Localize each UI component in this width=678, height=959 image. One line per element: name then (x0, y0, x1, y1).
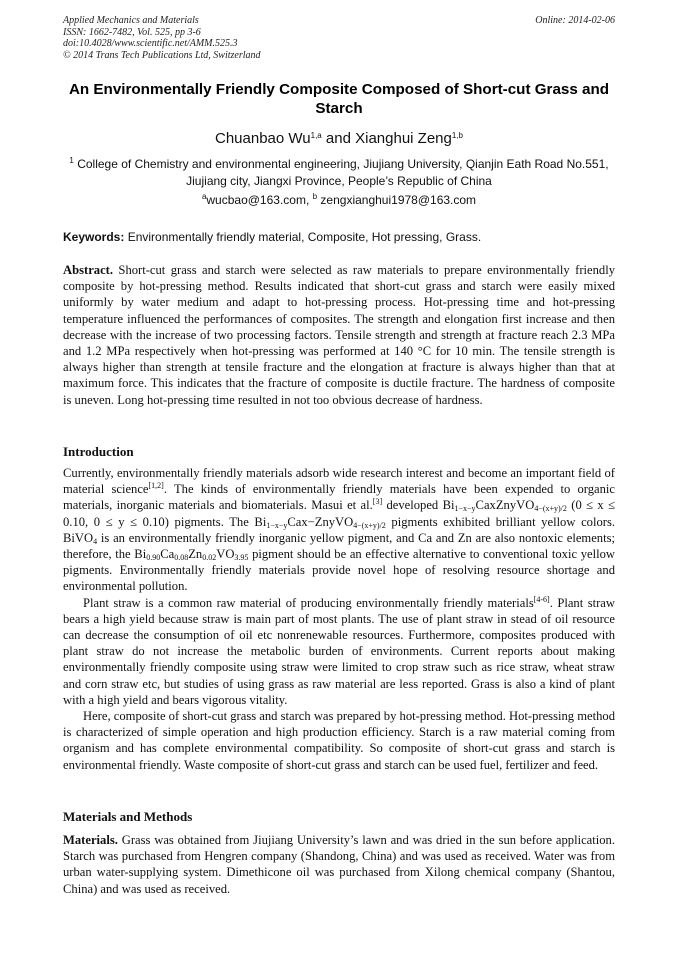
intro-p1-text-j: Zn (188, 547, 203, 562)
formula-subscript: 0.90 (146, 553, 161, 563)
intro-paragraph-2 (63, 595, 615, 708)
formula-subscript: 1−x−y (266, 520, 288, 530)
citation-4-6[interactable]: [4-6] (533, 594, 550, 604)
intro-p1-text-e: (0 ≤ x ≤ 0.10, 0 ≤ y ≤ 0.10) pigments. The Bi (63, 498, 615, 529)
email-a-mark: a (201, 192, 207, 201)
affiliation-text: College of Chemistry and environmental engineering, Jiujiang University, Qianjin Eath Road No.551, Jiujiang city, Jiangxi Province, People’s Republic of China (73, 157, 609, 188)
journal-header (63, 15, 261, 61)
keywords-label: Keywords: (63, 230, 125, 244)
keywords-text: Environmentally friendly material, Composite, Hot pressing, Grass. (124, 230, 482, 244)
citation-1-2[interactable]: [1,2] (148, 481, 164, 491)
abstract (63, 262, 615, 408)
doi-line[interactable]: doi:10.4028/www.scientific.net/AMM.525.3 (63, 38, 238, 49)
author-1-affiliation-mark: 1,a (310, 131, 322, 140)
intro-p1-text-f: Cax−ZnyVO (287, 514, 354, 529)
author-2-affiliation-mark: 1,b (451, 131, 463, 140)
formula-subscript: 0.08 (174, 553, 189, 563)
online-date: Online: 2014-02-06 (535, 15, 615, 26)
email-a[interactable]: wucbao@163.com, (206, 193, 313, 207)
intro-p1-text-l: pigment should be an effective alternative to conventional toxic yellow pigments. Environmentally friendly materials provide novel hope of resolving resource shortage and environmental pollution. (63, 547, 615, 594)
intro-paragraph-1 (63, 465, 615, 595)
email-b[interactable]: zengxianghui1978@163.com (317, 193, 477, 207)
formula-subscript: 1−x−y (454, 504, 476, 514)
author-line (60, 130, 618, 148)
formula-subscript: 0.02 (202, 553, 217, 563)
author-1: Chuanbao Wu (215, 130, 311, 147)
issn-line: ISSN: 1662-7482, Vol. 525, pp 3-6 (63, 26, 201, 38)
formula-subscript: 4 (93, 536, 98, 546)
author-conjunction: and (321, 130, 356, 147)
intro-p1-text-g: pigments exhibited brilliant yellow colors. BiVO (63, 514, 615, 545)
author-2: Xianghui Zeng (355, 130, 452, 147)
intro-p1-text-k: VO (216, 547, 235, 562)
methods-heading: Materials and Methods (63, 809, 193, 824)
intro-p1-text-c: developed Bi (382, 498, 455, 513)
formula-subscript: 3.95 (234, 553, 249, 563)
intro-p1-text-h: is an environmentally friendly inorganic yellow pigment, and Ca and Zn are also nontoxic elements; therefore, the Bi (63, 530, 615, 562)
materials-label: Materials. (63, 833, 118, 847)
affiliation (60, 156, 618, 190)
introduction-heading: Introduction (63, 444, 134, 459)
citation-3[interactable]: [3] (372, 497, 383, 507)
affiliation-mark: 1 (69, 156, 74, 165)
formula-subscript: 4−(x+y)/2 (353, 520, 386, 530)
intro-paragraph-3: Here, composite of short-cut grass and starch was prepared by hot-pressing method. Hot-pressing method is characterized of simple operation and high production efficiency. Starch is a raw material coming from organism and has complete environmental compatibility. So composite of short-cut grass and starch is environmental friendly. Waste composite of short-cut grass and starch can be used fuel, fertilizer and feed. (63, 709, 615, 772)
materials-text: Grass was obtained from Jiujiang University’s lawn and was dried in the sun before application. Starch was purchased from Hengren company (Shandong, China) and was used as received. Water was from urban water-supplying system. Dimethicone oil was purchased from Xilong chemical company (Shantou, China) and was used as received. (63, 833, 615, 896)
abstract-text: Short-cut grass and starch were selected as raw materials to prepare environmentally friendly composite by hot-pressing method. Results indicated that short-cut grass and starch were easily mixed uniformly by water medium and adapt to hot-pressing process. Hot-pressing time and hot-pressing temperature influenced the performances of composites. The strength and elongation first increase and then decrease with the increase of two processing factors. Tensile strength and strength at fracture reach 2.3 MPa and 1.2 MPa respectively when hot-pressing was performed at 140 °C for 10 min. The tensile strength is always higher than strength at tensile fracture and the elongation at fracture is always higher than that at maximum force. This indicates that the fracture of composite is ductile fracture. The hardness of composite is uneven. Long hot-pressing time resulted in not too obvious decrease of hardness. (63, 263, 615, 407)
formula-subscript: 4−(x+y)/2 (534, 504, 567, 514)
materials-paragraph (63, 832, 615, 897)
intro-p1-text-b: . The kinds of environmentally friendly materials have been expended to organic materials, inorganic materials and biomaterials. Masui et al. (63, 482, 615, 513)
introduction-body (63, 465, 615, 773)
intro-p1-text-a: Currently, environmentally friendly materials adsorb wide research interest and become an important field of material science (63, 466, 615, 497)
intro-p1-text-i: Ca (160, 547, 175, 562)
abstract-label: Abstract. (63, 263, 114, 277)
copyright-line: © 2014 Trans Tech Publications Ltd, Switzerland (63, 49, 261, 61)
journal-name: Applied Mechanics and Materials (63, 15, 199, 26)
intro-p2-text-a: Plant straw is a common raw material of producing environmentally friendly materials (83, 595, 534, 610)
keywords (63, 229, 615, 245)
intro-p2-text-b: . Plant straw bears a high yield because straw is main part of most plants. The use of plant straw in stead of oil resource can decrease the consumption of oil etc nonrenewable resources. Furthermore, composites produced with plant straw do not increase the metabolic burden of environments. Current reports about making environmentally friendly composite using straw were limited to crop straw such as rice straw, wheat straw and corn straw etc, but studies of using grass as raw material are less reported. Grass is also a kind of plant with a high yield and bears vigorous vitality. (63, 595, 615, 707)
intro-p1-text-d: CaxZnyVO (475, 498, 535, 513)
email-b-mark: b (312, 192, 318, 201)
paper-title: An Environmentally Friendly Composite Composed of Short-cut Grass and Starch (68, 81, 610, 117)
email-line (60, 192, 618, 208)
